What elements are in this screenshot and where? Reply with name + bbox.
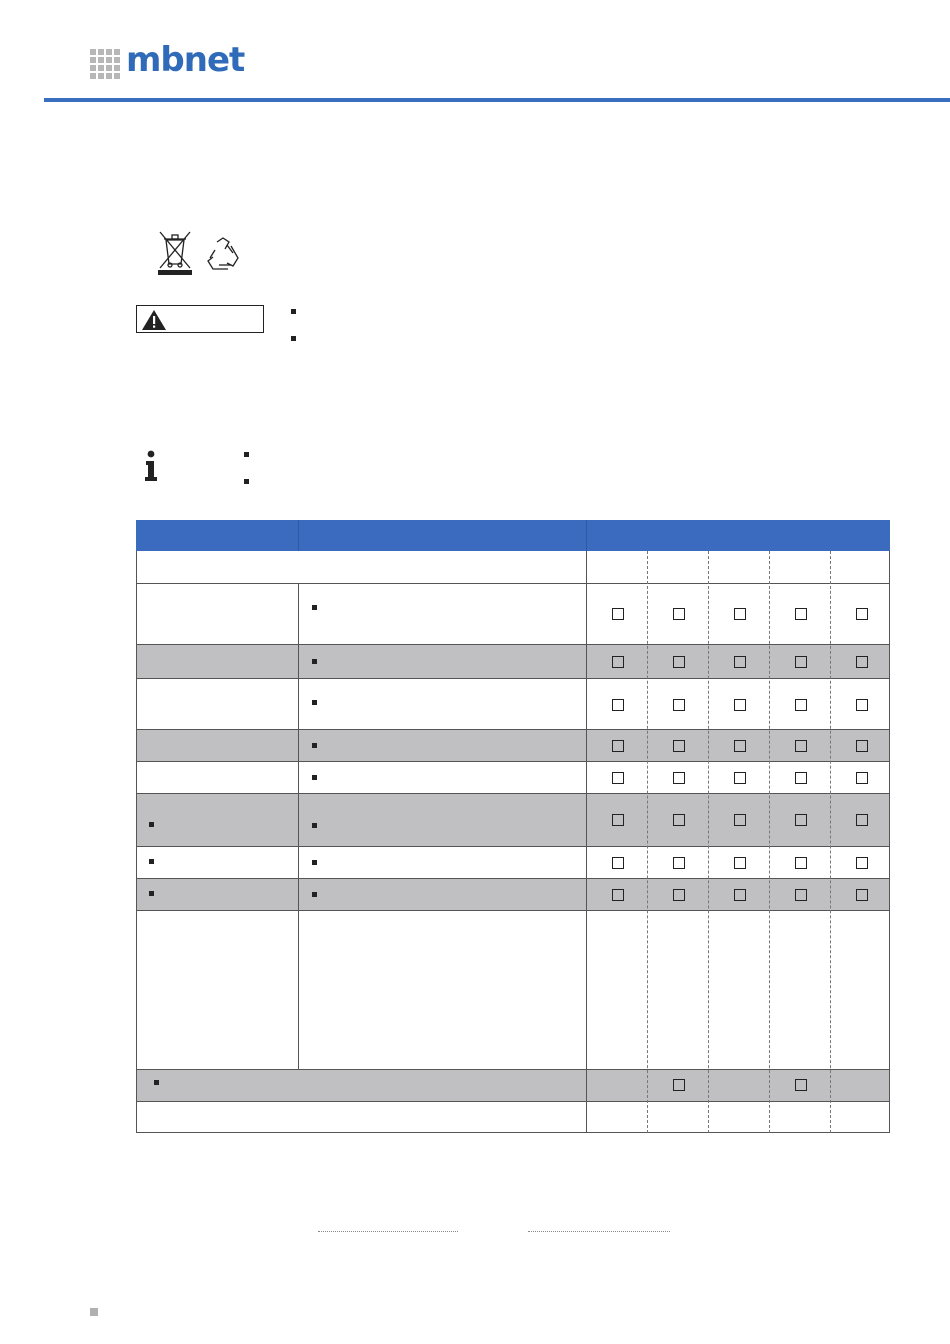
- info-icon: [143, 450, 159, 482]
- checkbox[interactable]: [856, 699, 868, 711]
- checkbox[interactable]: [856, 740, 868, 752]
- checkbox[interactable]: [673, 889, 685, 901]
- table-row: [136, 645, 890, 679]
- checkbox[interactable]: [612, 814, 624, 826]
- checkbox[interactable]: [795, 772, 807, 784]
- checkbox[interactable]: [856, 608, 868, 620]
- table-row: [136, 879, 890, 911]
- checkbox[interactable]: [795, 857, 807, 869]
- checkbox[interactable]: [612, 699, 624, 711]
- table-row: [136, 1102, 890, 1133]
- footer-marker: [90, 1308, 98, 1316]
- checkbox[interactable]: [673, 699, 685, 711]
- brand-logo: [90, 40, 250, 80]
- caution-bullet: [291, 336, 296, 341]
- logo-grid-icon: [90, 49, 120, 79]
- checkbox[interactable]: [612, 608, 624, 620]
- checkbox[interactable]: [795, 608, 807, 620]
- signature-line: [528, 1231, 670, 1232]
- info-bullet: [244, 479, 249, 484]
- checkbox[interactable]: [734, 857, 746, 869]
- table-row: [136, 794, 890, 847]
- table-row: [136, 911, 890, 1070]
- checkbox[interactable]: [795, 699, 807, 711]
- table-row: [136, 584, 890, 645]
- table-row: [136, 847, 890, 879]
- table-header: [136, 520, 890, 551]
- checkbox[interactable]: [795, 814, 807, 826]
- checkbox[interactable]: [856, 889, 868, 901]
- checkbox[interactable]: [734, 889, 746, 901]
- checkbox[interactable]: [856, 857, 868, 869]
- checkbox[interactable]: [673, 656, 685, 668]
- header-rule: [44, 98, 950, 102]
- signature-line: [318, 1231, 458, 1232]
- checkbox[interactable]: [734, 656, 746, 668]
- table-row: [136, 551, 890, 584]
- brand-name: mbnet: [126, 40, 245, 80]
- checkbox[interactable]: [734, 699, 746, 711]
- checkbox[interactable]: [612, 656, 624, 668]
- checkbox[interactable]: [673, 772, 685, 784]
- checkbox[interactable]: [734, 772, 746, 784]
- table-row: [136, 1070, 890, 1102]
- info-bullet: [244, 452, 249, 457]
- checkbox[interactable]: [673, 740, 685, 752]
- checkbox[interactable]: [734, 814, 746, 826]
- caution-box: [136, 305, 264, 333]
- checkbox[interactable]: [795, 656, 807, 668]
- checkbox[interactable]: [795, 1079, 807, 1091]
- checkbox[interactable]: [734, 740, 746, 752]
- checkbox[interactable]: [795, 740, 807, 752]
- checkbox[interactable]: [734, 608, 746, 620]
- checkbox[interactable]: [856, 656, 868, 668]
- recycle-icon: [203, 236, 243, 274]
- table-row: [136, 762, 890, 794]
- checkbox[interactable]: [612, 772, 624, 784]
- checklist-table: [136, 520, 890, 1133]
- checkbox[interactable]: [673, 814, 685, 826]
- checkbox[interactable]: [612, 740, 624, 752]
- checkbox[interactable]: [673, 857, 685, 869]
- checkbox[interactable]: [795, 889, 807, 901]
- table-row: [136, 679, 890, 730]
- checkbox[interactable]: [673, 608, 685, 620]
- checkbox[interactable]: [856, 814, 868, 826]
- checkbox[interactable]: [612, 889, 624, 901]
- checkbox[interactable]: [856, 772, 868, 784]
- caution-bullet: [291, 309, 296, 314]
- warning-triangle-icon: [141, 309, 167, 331]
- checkbox[interactable]: [673, 1079, 685, 1091]
- checkbox[interactable]: [612, 857, 624, 869]
- weee-crossed-bin-icon: [155, 228, 195, 276]
- table-row: [136, 730, 890, 762]
